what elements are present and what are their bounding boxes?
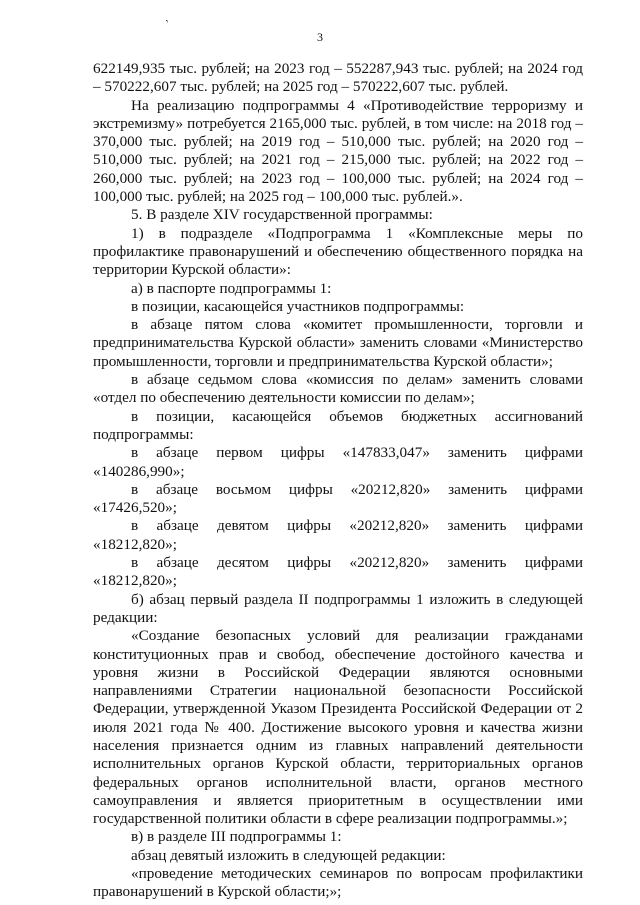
paragraph-item-a: а) в паспорте подпрограммы 1: <box>131 279 332 297</box>
paragraph-quoted-redaction: «Создание безопасных условий для реализации гражданами конституционных прав и свобод, обеспечение достойного качества и уровня жизни в Российской Федерации являются основными направлениями Стратегии национальной безопасности Российской Федерации, утвержденной Указом Президента Российской Федерации от 2 июля 2021 года № 400. Достижение высокого уровня и качества жизни населения признается одним из главных направлений деятельности исполнительных органов Курской области, территориальных органов федеральных органов исполнительной власти, органов местного самоуправления и является приоритетным в осуществлении ими государственной политики области в сфере реализации подпрограммы.»; <box>93 627 583 828</box>
paragraph-continuation: 622149,935 тыс. рублей; на 2023 год – 552287,943 тыс. рублей; на 2024 год – 570222,607 тыс. рублей; на 2025 год – 570222,607 тыс. рублей. <box>93 60 583 96</box>
page-number: 3 <box>317 30 323 44</box>
paragraph-eighth-abzac-digits: в абзаце восьмом цифры «20212,820» заменить цифрами «17426,520»; <box>93 480 583 517</box>
paragraph-first-abzac-digits: в абзаце первом цифры «147833,047» заменить цифрами «140286,990»; <box>93 444 583 480</box>
paragraph-seminars: «проведение методических семинаров по вопросам профилактики правонарушений в Курской области;»; <box>93 865 583 901</box>
paragraph-budget-position: в позиции, касающейся объемов бюджетных ассигнований подпрограммы: <box>93 407 583 443</box>
paragraph-subprogram-4-funding: На реализацию подпрограммы 4 «Противодействие терроризму и экстремизму» потребуется 2165,000 тыс. рублей, в том числе: на 2018 год – 370,000 тыс. рублей; на 2019 год – 510,000 тыс. рублей; на 2020 год – 510,000 тыс. рублей; на 2021 год – 215,000 тыс. рублей; на 2022 год – 260,000 тыс. рублей; на 2023 год – 100,000 тыс. рублей; на 2024 год – 100,000 тыс. рублей; на 2025 год – 100,000 тыс. рублей.». <box>93 96 583 206</box>
paragraph-ninth-abzac-digits: в абзаце девятом цифры «20212,820» заменить цифрами «18212,820»; <box>93 517 583 553</box>
document-body <box>93 60 583 902</box>
paragraph-ninth-abzac-redaction: абзац девятый изложить в следующей редакции: <box>131 846 446 864</box>
paragraph-item-v: в) в разделе III подпрограммы 1: <box>131 828 342 846</box>
paragraph-item-b: б) абзац первый раздела II подпрограммы 1 изложить в следующей редакции: <box>93 590 583 626</box>
corner-mark: ’ <box>164 18 174 29</box>
paragraph-section-xiv: 5. В разделе XIV государственной программы: <box>131 206 433 224</box>
paragraph-participants: в позиции, касающейся участников подпрограммы: <box>131 297 465 315</box>
paragraph-seventh-abzac: в абзаце седьмом слова «комиссия по делам» заменить словами «отдел по обеспечению деятельности комиссии по делам»; <box>93 371 583 407</box>
paragraph-subsection-1: 1) в подразделе «Подпрограмма 1 «Комплексные меры по профилактике правонарушений и обеспечению общественного порядка на территории Курской области»: <box>93 224 583 279</box>
paragraph-fifth-abzac: в абзаце пятом слова «комитет промышленности, торговли и предпринимательства Курской области» заменить словами «Министерство промышленности, торговли и предпринимательства Курской области»; <box>93 316 583 370</box>
paragraph-tenth-abzac-digits: в абзаце десятом цифры «20212,820» заменить цифрами «18212,820»; <box>93 554 583 590</box>
